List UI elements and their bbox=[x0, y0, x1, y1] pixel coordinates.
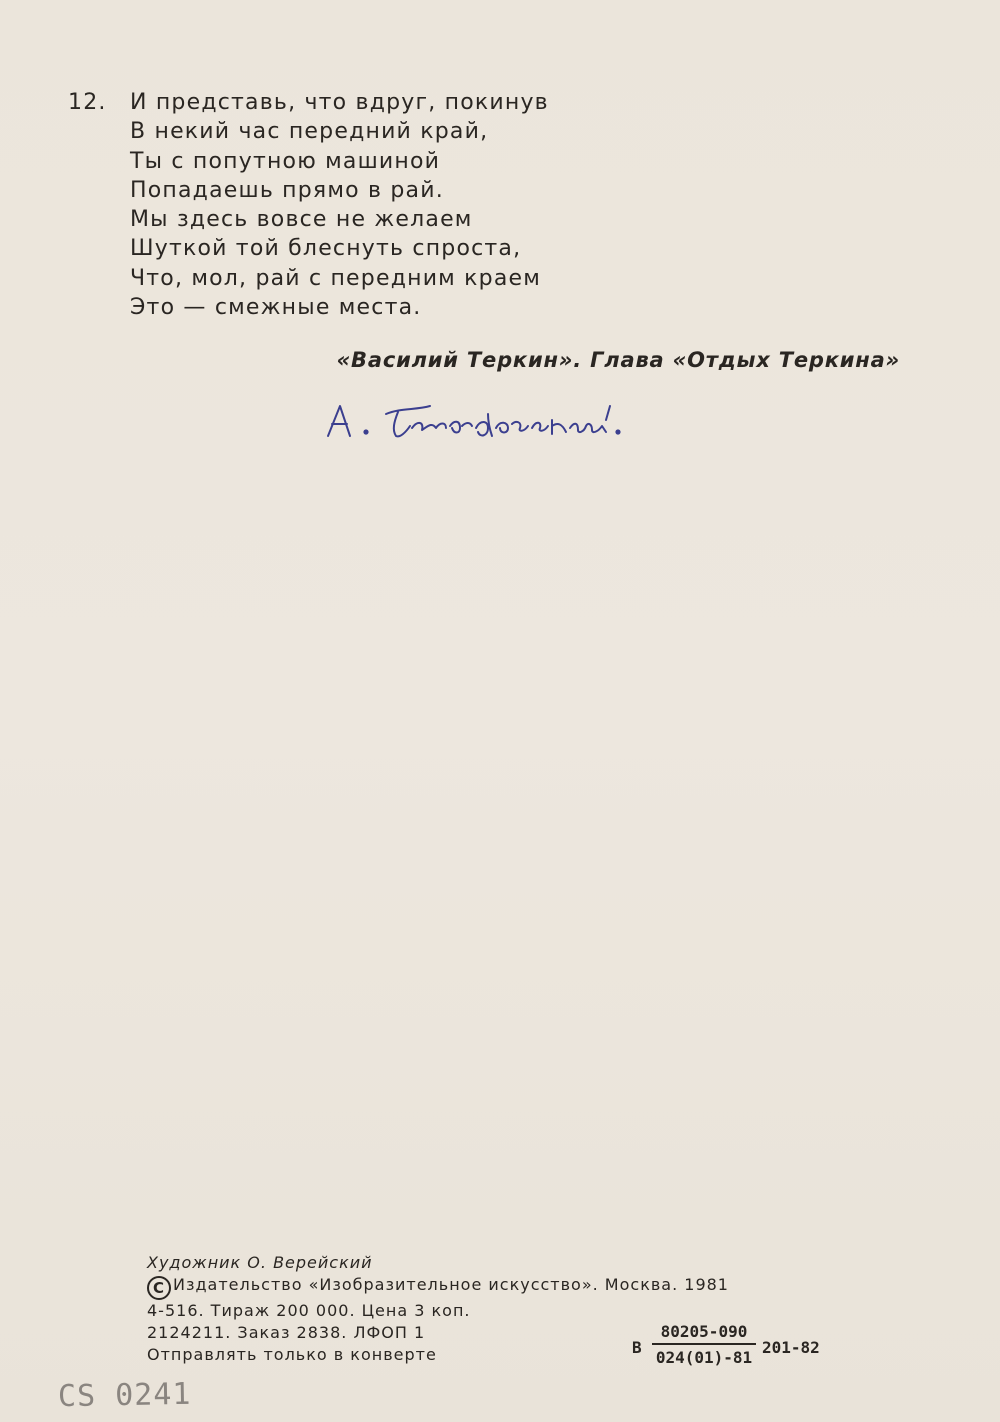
poem-line: Что, мол, рай с передним краем bbox=[130, 265, 542, 291]
poem bbox=[68, 88, 549, 322]
poem-line: И представь, что вдруг, покинув bbox=[130, 90, 549, 115]
publisher-line bbox=[147, 1274, 729, 1300]
catalog-numerator: 80205-090 bbox=[652, 1322, 756, 1345]
poem-line: Попадаешь прямо в рай. bbox=[130, 177, 444, 203]
print-run-line: 4-516. Тираж 200 000. Цена 3 коп. bbox=[147, 1301, 471, 1320]
poem-line: Ты с попутною машиной bbox=[130, 148, 441, 174]
poem-line: Шуткой той блеснуть спроста, bbox=[130, 236, 522, 262]
order-line: 2124211. Заказ 2838. ЛФОП 1 bbox=[147, 1323, 426, 1342]
poem-line: В некий час передний край, bbox=[130, 119, 489, 145]
catalog-prefix: В bbox=[632, 1338, 642, 1357]
archive-stamp: CS 0241 bbox=[57, 1376, 192, 1415]
copyright-icon: C bbox=[147, 1276, 171, 1300]
publisher-text: Издательство «Изобразительное искусство». Москва. 1981 bbox=[173, 1275, 729, 1294]
poem-line: Мы здесь вовсе не желаем bbox=[130, 207, 473, 233]
envelope-note: Отправлять только в конверте bbox=[147, 1345, 437, 1364]
poem-lines bbox=[130, 88, 549, 322]
poem-number: 12. bbox=[68, 90, 107, 115]
artist-credit: Художник О. Верейский bbox=[147, 1253, 373, 1272]
poem-source: «Василий Теркин». Глава «Отдых Теркина» bbox=[336, 348, 900, 372]
catalog-index: 201-82 bbox=[762, 1338, 820, 1357]
catalog-denominator: 024(01)-81 bbox=[655, 1348, 753, 1367]
catalog-fraction bbox=[652, 1322, 756, 1367]
poem-line: Это — смежные места. bbox=[130, 295, 422, 321]
handwritten-signature bbox=[320, 392, 650, 452]
